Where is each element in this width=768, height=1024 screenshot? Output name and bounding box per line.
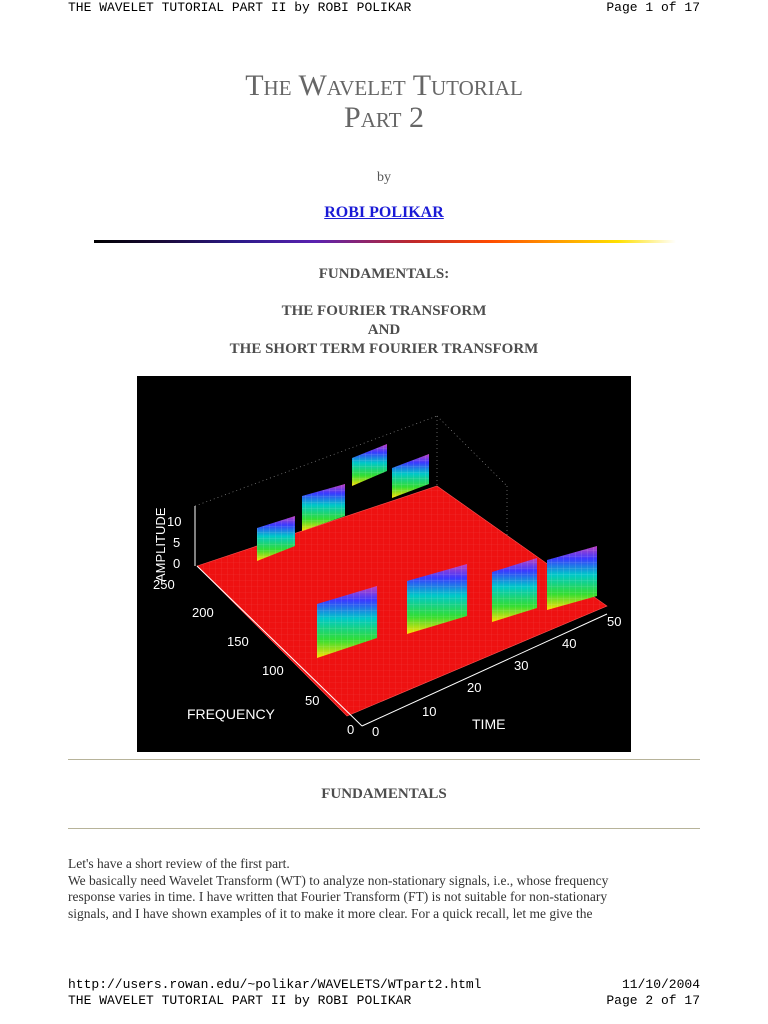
frequency-tick: 250: [153, 577, 175, 592]
footer-title: THE WAVELET TUTORIAL PART II by ROBI POLIKAR: [68, 993, 412, 1008]
author: [0, 204, 768, 222]
body-paragraph: [68, 856, 700, 922]
subheading-line2: AND: [367, 322, 401, 338]
page-footer-header-row: [68, 993, 700, 1009]
time-tick: 40: [562, 636, 577, 651]
footer-date: 11/10/2004: [621, 977, 700, 992]
divider-top: [68, 759, 700, 760]
body-line: signals, and I have shown examples of it to make it more clear. For a quick recall, let me give the: [68, 905, 593, 921]
frequency-tick: 150: [227, 634, 249, 649]
page-title-line2: Part 2: [344, 101, 424, 134]
subheading-line1: THE FOURIER TRANSFORM: [281, 303, 487, 319]
page-header: [68, 0, 700, 16]
page-footer-url-row: [68, 977, 700, 993]
time-tick: 30: [514, 658, 529, 673]
time-tick: 50: [607, 614, 622, 629]
frequency-tick: 0: [347, 722, 355, 737]
body-line: Let's have a short review of the first part.: [68, 856, 290, 871]
page-title-line1: The Wavelet Tutorial: [245, 69, 523, 102]
divider-bottom: [68, 828, 700, 829]
fundamentals-heading: FUNDAMENTALS: [321, 786, 447, 802]
time-axis-label: TIME: [472, 716, 506, 732]
amplitude-tick: 10: [167, 514, 182, 529]
body-line: We basically need Wavelet Transform (WT) to analyze non-stationary signals, i.e., whose frequency: [68, 872, 609, 888]
frequency-tick: 100: [262, 663, 284, 678]
time-tick: 20: [467, 680, 482, 695]
frequency-tick: 200: [192, 605, 214, 620]
body-line: response varies in time. I have written that Fourier Transform (FT) is not suitable for non-stationary: [68, 889, 608, 904]
header-title: THE WAVELET TUTORIAL PART II by ROBI POLIKAR: [68, 0, 412, 15]
frequency-axis-label: FREQUENCY: [187, 706, 275, 722]
footer-page-number: Page 2 of 17: [606, 993, 700, 1008]
stft-surface-figure: [137, 376, 631, 752]
subheading-line3: THE SHORT TERM FOURIER TRANSFORM: [229, 341, 539, 357]
section-heading: FUNDAMENTALS:: [318, 266, 450, 282]
time-tick: 10: [422, 704, 437, 719]
amplitude-axis-label: AMPLITUDE: [153, 507, 168, 582]
time-tick: 0: [372, 724, 380, 739]
author-link[interactable]: ROBI POLIKAR: [324, 204, 444, 221]
amplitude-tick: 0: [173, 556, 181, 571]
frequency-tick: 50: [305, 693, 320, 708]
rainbow-divider: [94, 240, 676, 243]
amplitude-tick: 5: [173, 535, 181, 550]
footer-url[interactable]: http://users.rowan.edu/~polikar/WAVELETS/WTpart2.html: [68, 977, 482, 992]
header-page-number: Page 1 of 17: [606, 0, 700, 15]
byline: by: [377, 170, 391, 185]
